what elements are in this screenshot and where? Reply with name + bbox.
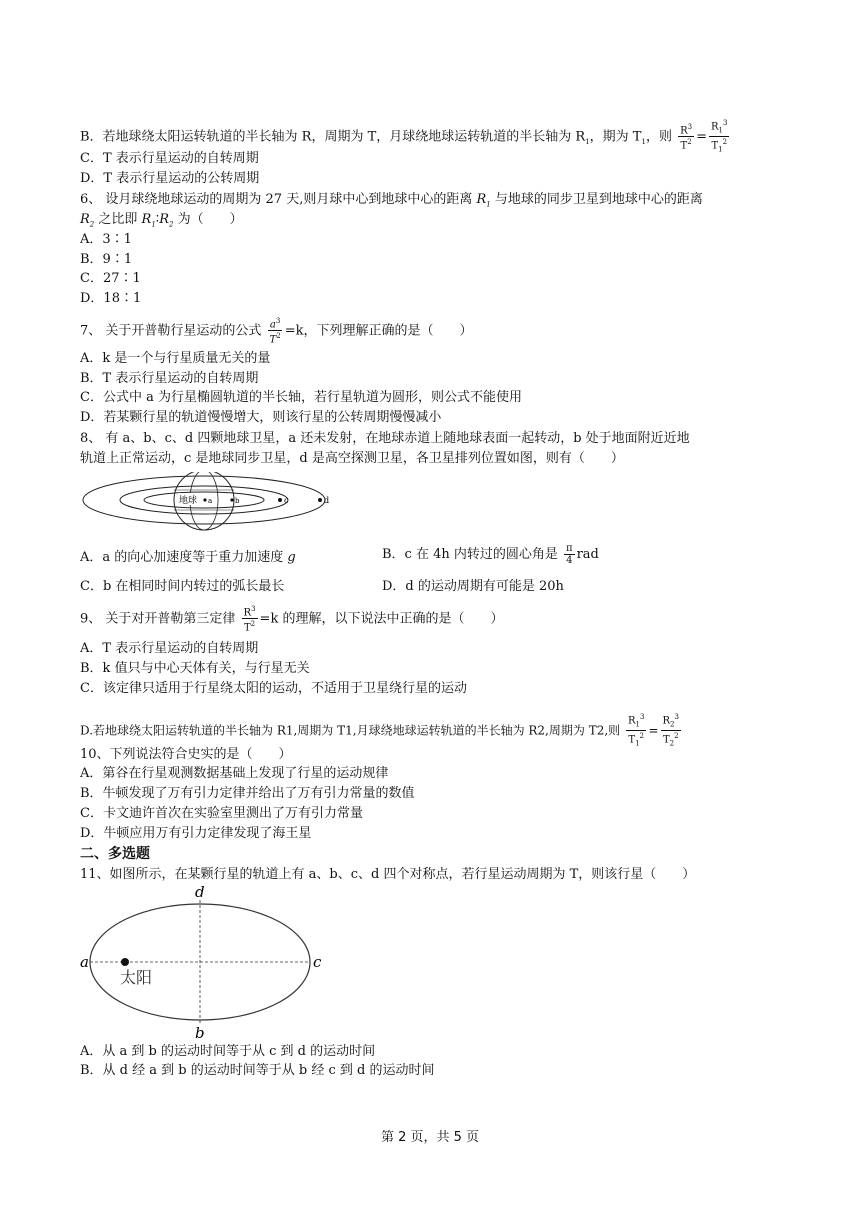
q8-satellite-figure (82, 472, 342, 534)
q9-stem: 9、 关于对开普勒第三定律 $\frac{R^3}{T^2}$ =k 的理解，以下说法中正确的是（ ） (80, 605, 504, 634)
q10-option-c: C．卡文迪许首次在实验室里测出了万有引力常量 (80, 806, 363, 821)
q8-option-a: A．a 的向心加速度等于重力加速度 g (80, 550, 296, 565)
q7-option-a: A．k 是一个与行星质量无关的量 (80, 351, 271, 366)
q7-option-b: B．T 表示行星运动的自转周期 (80, 371, 259, 386)
q11-option-a: A．从 a 到 b 的运动时间等于从 c 到 d 的运动时间 (80, 1044, 376, 1059)
q9-option-d: D.若地球绕太阳运转轨道的半长轴为 R1,周期为 T1,月球绕地球运转轨道的半长轴为 R2,周期为 T2,则 $\frac{R_1^3}{T_1^2}$ = $\frac{R_2^3}{T_2^2}$ (80, 713, 679, 748)
svg-text:d: d (195, 883, 205, 901)
q7-option-d: D．若某颗行星的轨道慢慢增大，则该行星的公转周期慢慢减小 (80, 410, 442, 425)
q5-option-d: D．T 表示行星运动的公转周期 (80, 171, 260, 186)
q10-option-a: A．第谷在行星观测数据基础上发现了行星的运动规律 (80, 766, 389, 781)
sun-label: 太阳 (120, 968, 153, 987)
q9-option-c: C．该定律只适用于行星绕太阳的运动，不适用于卫星绕行星的运动 (80, 681, 467, 696)
svg-text:a: a (80, 953, 89, 971)
q8-option-c: C．b 在相同时间内转过的弧长最长 (80, 579, 285, 594)
q7-stem: 7、 关于开普勒行星运动的公式 $\frac{a^3}{T^2}$ =k，下列理解正确的是（ ） (80, 317, 473, 346)
q8-stem-line1: 8、 有 a、b、c、d 四颗地球卫星，a 还未发射，在地球赤道上随地球表面一起转动，b 处于地面附近近地 (80, 431, 690, 446)
sun-dot (121, 958, 129, 966)
section-heading: 二、多选题 (80, 846, 150, 862)
q9-formula: $\frac{R^3}{T^2}$ (243, 605, 256, 634)
q7-option-c: C．公式中 a 为行星椭圆轨道的半长轴，若行星轨道为圆形，则公式不能使用 (80, 390, 522, 405)
q5-option-c: C．T 表示行星运动的自转周期 (80, 151, 259, 166)
q5-formula-right: $\frac{R_1^3}{T_1^2}$ (711, 119, 728, 154)
q5-formula-left: $\frac{R^3}{T^2}$ (680, 123, 693, 152)
q11-stem: 11、如图所示，在某颗行星的轨道上有 a、b、c、d 四个对称点，若行星运动周期为 T，则该行星（ ） (80, 867, 696, 882)
q10-stem: 10、下列说法符合史实的是（ ） (80, 747, 292, 762)
q9-option-b: B．k 值只与中心天体有关，与行星无关 (80, 661, 310, 676)
svg-text:b: b (235, 497, 240, 505)
q6-stem-line1: 6、 设月球绕地球运动的周期为 27 天,则月球中心到地球中心的距离 $R_1$ 与地球的同步卫星到地球中心的距离 (80, 192, 703, 209)
svg-text:d: d (324, 496, 330, 505)
page-footer: 第 2 页，共 5 页 (380, 1130, 480, 1145)
q7-formula: $\frac{a^3}{T^2}$ (269, 317, 281, 346)
q11-orbit-figure (80, 882, 330, 1040)
q6-option-d: D．18∶1 (80, 291, 142, 306)
svg-text:c: c (313, 953, 322, 971)
q8-pi-over-4: $\frac{\pi}{4}$ (566, 543, 573, 566)
q5-option-b: B．若地球绕太阳运转轨道的半长轴为 R，周期为 T，月球绕地球运转轨道的半长轴为 $R_1$，期为 $T_1$，则 $\frac{R^3}{T^2}$ = $\frac{R_1^3}{T_1^2}$ (80, 119, 728, 154)
q10-option-d: D．牛顿应用万有引力定律发现了海王星 (80, 826, 312, 841)
q9-formula-left: $\frac{R_1^3}{T_1^2}$ (627, 713, 645, 748)
q8-option-b: B．c 在 4h 内转过的圆心角是 $\frac{\pi}{4}$ rad (382, 543, 599, 566)
q6-option-b: B．9∶1 (80, 252, 133, 267)
svg-text:a: a (208, 497, 213, 505)
q11-option-b: B．从 d 经 a 到 b 的运动时间等于从 b 经 c 到 d 的运动时间 (80, 1063, 435, 1078)
q9-option-a: A．T 表示行星运动的自转周期 (80, 641, 259, 656)
q6-option-a: A．3∶1 (80, 232, 132, 247)
q6-option-c: C．27∶1 (80, 271, 141, 286)
q10-option-b: B．牛顿发现了万有引力定律并给出了万有引力常量的数值 (80, 786, 415, 801)
q9-formula-right: $\frac{R_2^3}{T_2^2}$ (662, 713, 679, 748)
q8-option-d: D．d 的运动周期有可能是 20h (382, 579, 564, 594)
svg-text:c: c (284, 496, 289, 505)
svg-text:b: b (195, 1024, 205, 1040)
q8-stem-line2: 轨道上正常运动，c 是地球同步卫星，d 是高空探测卫星，各卫星排列位置如图，则有（ ） (80, 451, 624, 466)
q6-stem-line2: $R_2$ 之比即 $R_1∶R_2$ 为（ ） (80, 212, 243, 229)
earth-label: 地球 (179, 496, 198, 506)
